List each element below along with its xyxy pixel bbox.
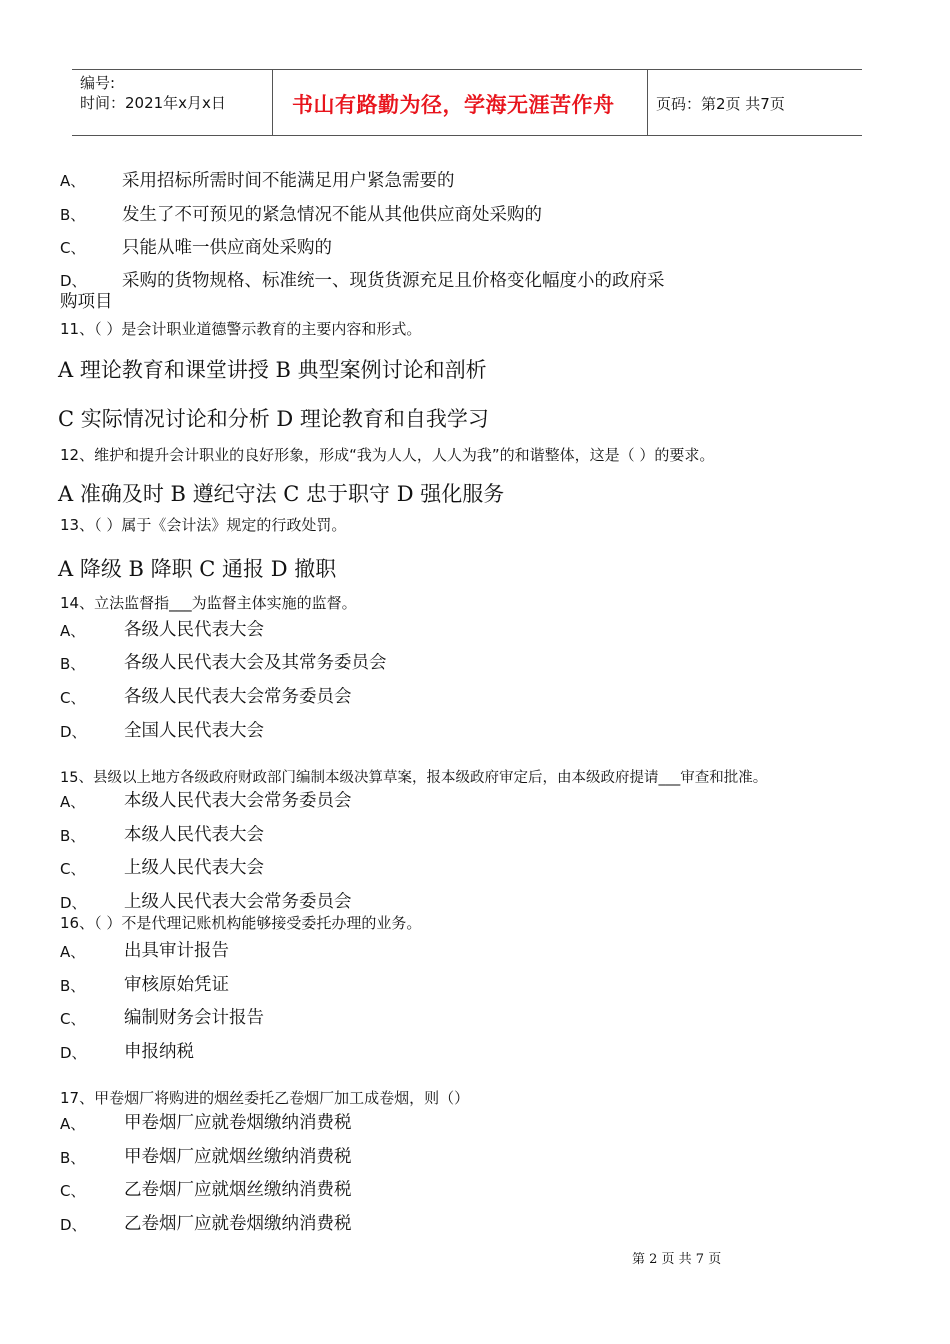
q16-option-c-letter: C、 [60,1010,86,1028]
q15-option-d-letter: D、 [60,894,87,912]
q14-stem: 14、立法监督指___为监督主体实施的监督。 [60,594,357,612]
q16-option-c-text: 编制财务会计报告 [124,1008,264,1028]
q10-option-b-text: 发生了不可预见的紧急情况不能从其他供应商处采购的 [122,205,542,225]
q17-option-a-text: 甲卷烟厂应就卷烟缴纳消费税 [124,1113,352,1133]
q14-option-b-text: 各级人民代表大会及其常务委员会 [124,653,387,673]
q16-option-b-text: 审核原始凭证 [124,975,229,995]
q10-option-d-continuation: 购项目 [60,292,113,312]
q10-option-d-letter: D、 [60,272,87,290]
q14-option-d-text: 全国人民代表大会 [124,721,264,741]
q17-option-c-text: 乙卷烟厂应就烟丝缴纳消费税 [124,1180,352,1200]
q15-stem: 15、县级以上地方各级政府财政部门编制本级决算草案，报本级政府审定后，由本级政府提请___审查和批准。 [60,770,768,786]
q16-option-a-letter: A、 [60,943,86,961]
q15-option-b-text: 本级人民代表大会 [124,825,264,845]
document-number-label: 编号: [80,74,116,92]
header-page-info: 页码：第2页 共7页 [656,95,785,113]
q15-option-a-text: 本级人民代表大会常务委员会 [124,791,352,811]
q10-option-a-text: 采用招标所需时间不能满足用户紧急需要的 [122,171,455,191]
q13-stem: 13、（ ）属于《会计法》规定的行政处罚。 [60,516,347,534]
q16-option-d-letter: D、 [60,1044,87,1062]
q12-stem: 12、维护和提升会计职业的良好形象，形成“我为人人，人人为我”的和谐整体，这是（ ）的要求。 [60,446,715,464]
header-bottom-rule [72,135,862,136]
q17-stem: 17、甲卷烟厂将购进的烟丝委托乙卷烟厂加工成卷烟，则（） [60,1089,470,1107]
q14-option-a-letter: A、 [60,622,86,640]
header-divider-left [272,69,273,136]
q11-stem: 11、（ ）是会计职业道德警示教育的主要内容和形式。 [60,320,422,338]
q15-option-d-text: 上级人民代表大会常务委员会 [124,892,352,912]
document-date: 时间：2021年x月x日 [80,94,226,112]
header-top-rule [72,69,862,70]
q14-option-a-text: 各级人民代表大会 [124,620,264,640]
q17-option-b-letter: B、 [60,1149,86,1167]
q16-stem: 16、（ ）不是代理记账机构能够接受委托办理的业务。 [60,914,422,932]
q14-option-d-letter: D、 [60,723,87,741]
q10-option-c-letter: C、 [60,239,86,257]
q15-option-b-letter: B、 [60,827,86,845]
q16-option-d-text: 申报纳税 [124,1042,194,1062]
q12-options: A 准确及时 B 遵纪守法 C 忠于职守 D 强化服务 [58,482,505,506]
page-footer: 第 2 页 共 7 页 [632,1252,722,1267]
q17-option-c-letter: C、 [60,1182,86,1200]
q14-option-b-letter: B、 [60,655,86,673]
q17-option-a-letter: A、 [60,1115,86,1133]
header-divider-right [647,69,648,136]
q15-option-c-letter: C、 [60,860,86,878]
q10-option-b-letter: B、 [60,206,86,224]
q10-option-c-text: 只能从唯一供应商处采购的 [122,238,332,258]
q14-option-c-letter: C、 [60,689,86,707]
q16-option-b-letter: B、 [60,977,86,995]
q17-option-d-text: 乙卷烟厂应就卷烟缴纳消费税 [124,1214,352,1234]
q10-option-d-text: 采购的货物规格、标准统一、现货货源充足且价格变化幅度小的政府采 [122,271,665,291]
q10-option-a-letter: A、 [60,172,86,190]
q15-option-a-letter: A、 [60,793,86,811]
q11-options-line1: A 理论教育和课堂讲授 B 典型案例讨论和剖析 [58,358,487,382]
q17-option-d-letter: D、 [60,1216,87,1234]
q15-option-c-text: 上级人民代表大会 [124,858,264,878]
q13-options: A 降级 B 降职 C 通报 D 撤职 [58,557,337,581]
q16-option-a-text: 出具审计报告 [124,941,229,961]
q14-option-c-text: 各级人民代表大会常务委员会 [124,687,352,707]
header-motto: 书山有路勤为径，学海无涯苦作舟 [292,93,615,117]
q17-option-b-text: 甲卷烟厂应就烟丝缴纳消费税 [124,1147,352,1167]
q11-options-line2: C 实际情况讨论和分析 D 理论教育和自我学习 [58,407,489,431]
